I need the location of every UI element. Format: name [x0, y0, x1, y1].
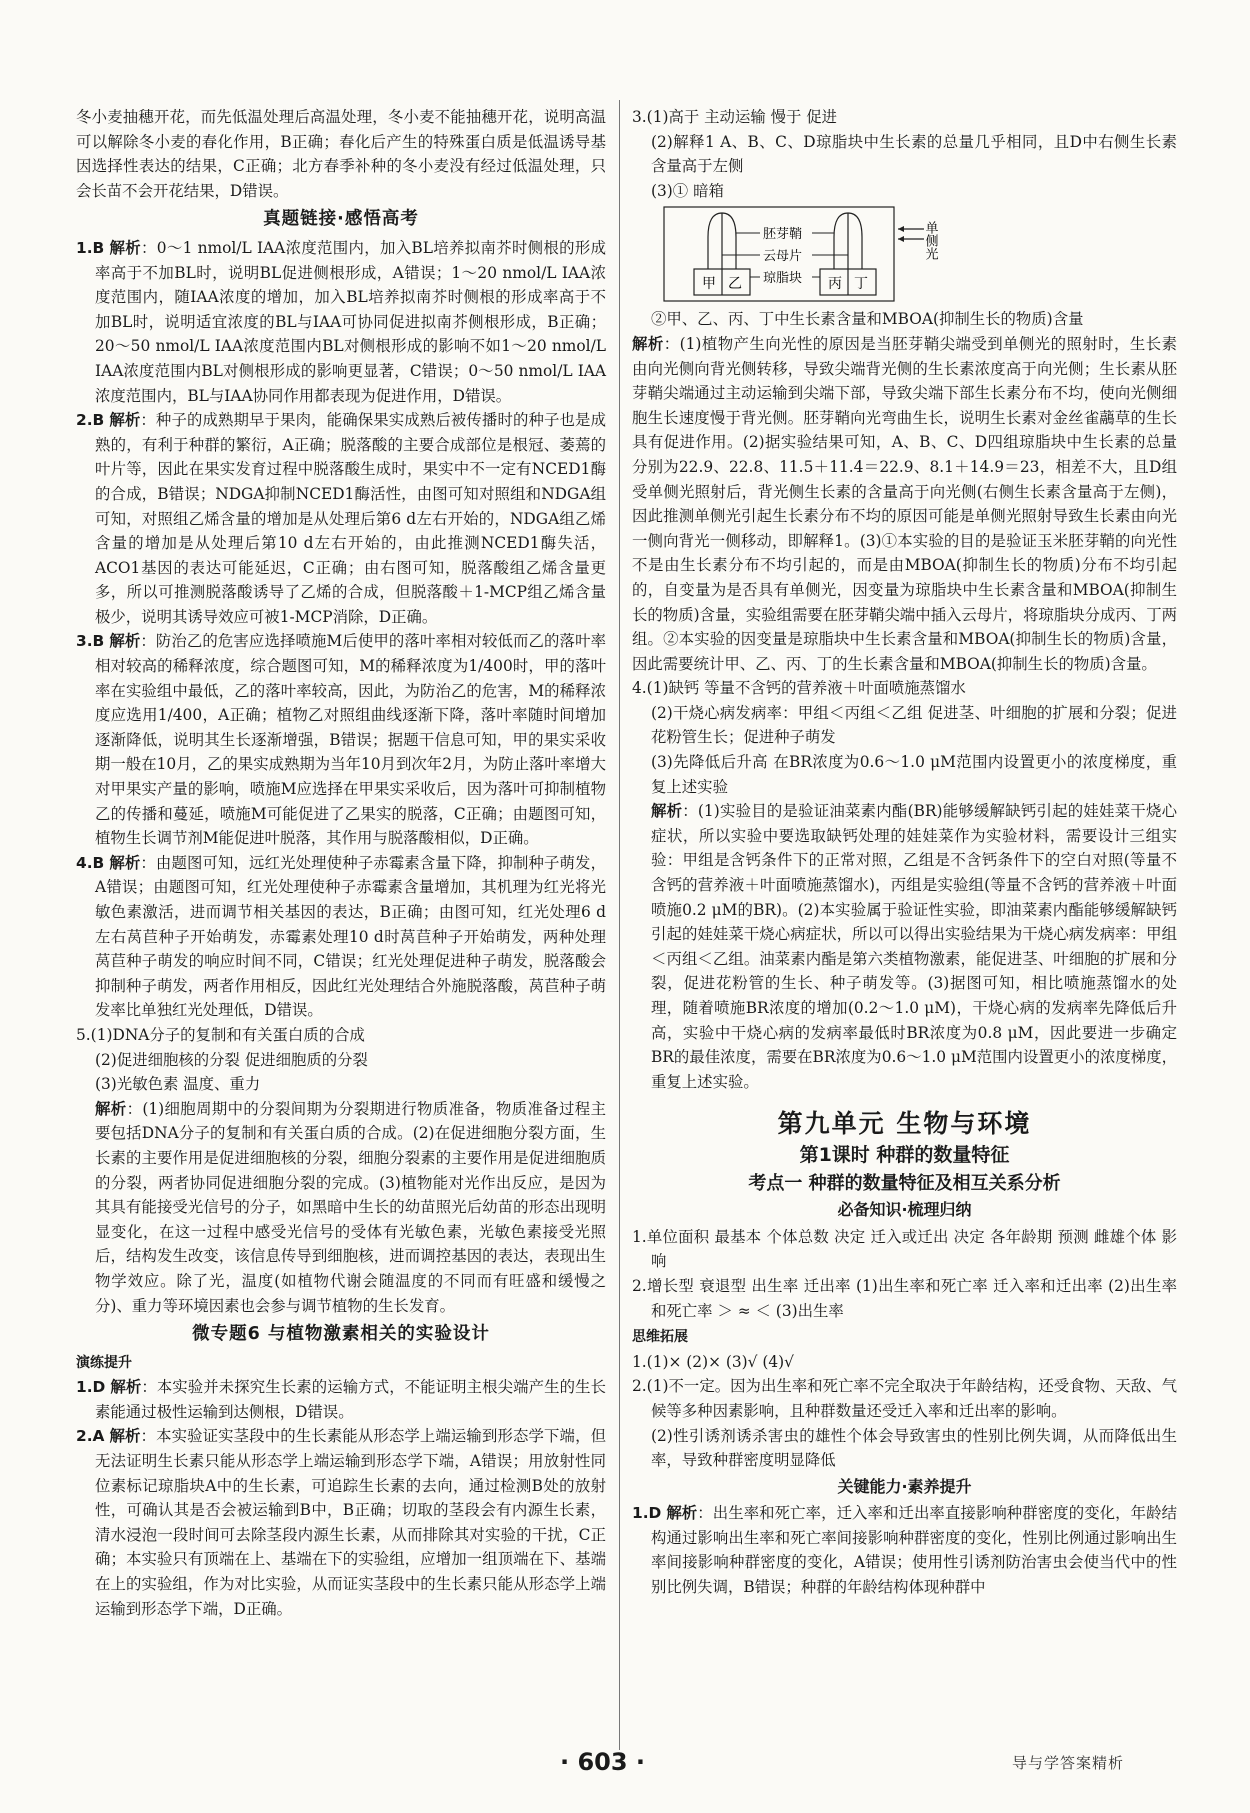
analysis-label: 解析	[109, 632, 141, 651]
analysis-label: 解析	[109, 853, 141, 872]
practice-item-1	[76, 1375, 606, 1424]
answer-number: 1.D	[76, 1378, 106, 1397]
answer-item-5-line3: (3)光敏色素 温度、重力	[95, 1075, 261, 1094]
analysis-label: 解析	[666, 1504, 698, 1523]
page-number: · 603 ·	[560, 1748, 646, 1776]
answer-number: 4.B	[76, 853, 105, 872]
intro-paragraph: 冬小麦抽穗开花，而先低温处理后高温处理，冬小麦不能抽穗开花，说明高温可以解除冬小麦的春化作用，B正确；春化后产生的特殊蛋白质是低温诱导基因选择性表达的结果，C正确；北方春季补种的冬小麦没有经过低温处理，只会长苗不会开花结果，D错误。	[76, 108, 606, 200]
right-column	[632, 105, 1177, 1600]
analysis-label: 解析	[109, 238, 141, 257]
analysis-label: 解析	[651, 802, 683, 821]
answer-item-3	[76, 629, 606, 850]
answer-item-2	[76, 408, 606, 629]
analysis-text: ：防治乙的危害应选择喷施M后使甲的落叶率相对较低而乙的落叶率相对较高的稀释浓度，综合题图可知，M的稀释浓度为1/400时，甲的落叶率在实验组中最低，乙的落叶率较高，因此，为防治乙的危害，M的稀释浓度应选用1/400，A正确；植物乙对照组曲线逐渐下降，落叶率随时间增加逐渐降低，说明其生长逐渐增强，B错误；据题干信息可知，甲的果实采收期一般在10月，乙的果实成熟期为当年10月到次年2月，为防止落叶率增大对甲果实产量的影响，喷施M应选择在甲果实采收后，因为落叶可抑制植物乙的传播和蔓延，喷施M可能促进了乙果实的脱落，C正确；由题图可知，植物生长调节剂M能促进叶脱落，其作用与脱落酸相似，D正确。	[95, 632, 606, 848]
label-mica: 云母片	[763, 249, 803, 265]
label-coleoptile: 胚芽鞘	[763, 227, 803, 243]
block-jia: 甲	[702, 276, 716, 293]
ability-heading: 关键能力·素养提升	[837, 1476, 972, 1496]
arrowhead	[898, 226, 904, 232]
knowledge-answer-2: 2.增长型 衰退型 出生率 迁出率 (1)出生率和死亡率 迁入率和迁出率 (2)出生率和死亡率 ＞ ≈ ＜ (3)出生率	[632, 1276, 1177, 1320]
answer-number: 1.B	[76, 238, 105, 257]
thinking-answer-1: 1.(1)× (2)× (3)√ (4)√	[632, 1352, 794, 1371]
analysis-label: 解析	[109, 411, 141, 430]
ability-answer-1	[632, 1501, 1177, 1599]
knowledge-answer-1: 1.单位面积 最基本 个体总数 决定 迁入或迁出 决定 各年龄期 预测 雌雄个体 影响	[632, 1227, 1177, 1271]
answer-4-line2: (2)干烧心病发病率：甲组＜丙组＜乙组 促进茎、叶细胞的扩展和分裂；促进花粉管生长；促进种子萌发	[651, 703, 1177, 747]
left-column	[76, 105, 606, 1621]
section-heading-exam-links: 真题链接·感悟高考	[263, 209, 419, 230]
answer-item-4	[76, 851, 606, 1023]
kaodian-title: 考点一 种群的数量特征及相互关系分析	[748, 1172, 1061, 1194]
practice-heading: 演练提升	[76, 1354, 132, 1371]
analysis-text: ：本实验证实茎段中的生长素能从形态学上端运输到形态学下端，但无法证明生长素只能从形态学上端运输到形态学下端，A错误；用放射性同位素标记琼脂块A中的生长素，可追踪生长素的去向，通过检测B处的放射性，可确认其是否会被运输到B中，B正确；切取的茎段会有内源生长素，清水浸泡一段时间可去除茎段内源生长素，从而排除其对实验的干扰，C正确；本实验只有顶端在上、基端在下的实验组，应增加一组顶端在下、基端在上的实验组，作为对比实验，从而证实茎段中的生长素只能从形态学上端运输到形态学下端，D正确。	[95, 1427, 606, 1618]
block-ding: 丁	[854, 276, 868, 293]
answer-item-5-line1: 5.(1)DNA分子的复制和有关蛋白质的合成	[76, 1025, 365, 1044]
analysis-text: ：种子的成熟期早于果肉，能确保果实成熟后被传播时的种子也是成熟的，有利于种群的繁衍，A正确；脱落酸的主要合成部位是根冠、萎蔫的叶片等，因此在果实发育过程中脱落酸生成时，果实中不一定有NCED1酶的合成，B错误；NDGA抑制NCED1酶活性，由图可知对照组和NDGA组可知，对照组乙烯含量的增加是从处理后第6 d左右开始的，NDGA组乙烯含量的增加是从处理后第10 d左右开始的，由此推测NCED1酶失活，ACO1基因的表达可能延迟，C正确；由右图可知，脱落酸组乙烯含量更多，所以可推测脱落酸诱导了乙烯的合成，但脱落酸＋1-MCP组乙烯含量极少，说明其诱导效应可被1-MCP消除，D正确。	[95, 411, 606, 626]
thinking-answer-2b: (2)性引诱剂诱杀害虫的雄性个体会导致害虫的性别比例失调，从而降低出生率，导致种群密度明显降低	[651, 1426, 1177, 1470]
block-yi: 乙	[728, 276, 742, 293]
answer-item-5-analysis	[76, 1097, 606, 1318]
answer-number: 2.A	[76, 1427, 105, 1446]
answer-4-analysis	[632, 799, 1177, 1094]
answer-3-line2: (2)解释1 A、B、C、D琼脂块中生长素的总量几乎相同，且D中右侧生长素含量高于左侧	[651, 132, 1177, 176]
analysis-text: ：(1)实验目的是验证油菜素内酯(BR)能够缓解缺钙引起的娃娃菜干烧心症状，所以实验中要选取缺钙处理的娃娃菜作为实验材料，需要设计三组实验：甲组是含钙条件下的正常对照，乙组是不含钙条件下的空白对照(等量不含钙的营养液＋叶面喷施蒸馏水)，丙组是实验组(等量不含钙的营养液＋叶面喷施0.2 μM的BR)。(2)本实验属于验证性实验，即油菜素内酯能够缓解缺钙引起的娃娃菜干烧心病症状，所以可以得出实验结果为干烧心病发病率：甲组＜丙组＜乙组。油菜素内酯是第六类植物激素，能促进茎、叶细胞的扩展和分裂，促进花粉管的生长、种子萌发等。(3)据图可知，相比喷施蒸馏水的处理，随着喷施BR浓度的增加(0.2～1.0 μM)，干烧心病的发病率先降低后升高，实验中干烧心病的发病率最低时BR浓度为0.8 μM，因此要进一步确定BR的最佳浓度，需要在BR浓度为0.6～1.0 μM范围内设置更小的浓度梯度，重复上述实验。	[651, 802, 1177, 1091]
answer-3-line1: 3.(1)高于 主动运输 慢于 促进	[632, 108, 838, 126]
book-title-footer: 导与学答案精析	[1012, 1754, 1125, 1772]
answer-number: 1.D	[632, 1504, 662, 1523]
analysis-text: ：本实验并未探究生长素的运输方式，不能证明主根尖端产生的生长素能通过极性运输到达侧根，D错误。	[95, 1378, 606, 1421]
answer-3-line3: (3)① 暗箱	[651, 181, 724, 200]
lesson-title: 第1课时 种群的数量特征	[799, 1143, 1010, 1166]
analysis-text: ：(1)植物产生向光性的原因是当胚芽鞘尖端受到单侧光的照射时，生长素由向光侧向背光侧转移，导致尖端背光侧的生长素浓度高于向光侧；生长素从胚芽鞘尖端通过主动运输到尖端下部，导致尖端下部生长素分布不均，使向光侧细胞生长速度慢于背光侧。胚芽鞘向光弯曲生长，说明生长素对金丝雀虉草的生长具有促进作用。(2)据实验结果可知，A、B、C、D四组琼脂块中生长素的总量分别为22.9、22.8、11.5＋11.4＝22.9、8.1＋14.9＝23，相差不大，且D组受单侧光照射后，背光侧生长素的含量高于向光侧(右侧生长素含量高于左侧)，因此推测单侧光引起生长素分布不均的原因可能是单侧光照射导致生长素由向光一侧向背光一侧移动，即解释1。(3)①本实验的目的是验证玉米胚芽鞘的向光性不是由生长素分布不均引起的，而是由MBOA(抑制生长的物质)分布不均引起的，自变量为是否具有单侧光，因变量为琼脂块中生长素含量和MBOA(抑制生长的物质)含量，实验组需要在胚芽鞘尖端中插入云母片，将琼脂块分成丙、丁两组。②本实验的因变量是琼脂块中生长素含量和MBOA(抑制生长的物质)含量，因此需要统计甲、乙、丙、丁的生长素含量和MBOA(抑制生长的物质)含量。	[632, 334, 1177, 673]
analysis-label: 解析	[110, 1378, 142, 1397]
answer-item-5-line2: (2)促进细胞核的分裂 促进细胞质的分裂	[95, 1050, 368, 1069]
analysis-label: 解析	[109, 1427, 141, 1446]
thinking-answer-2: 2.(1)不一定。因为出生率和死亡率不完全取决于年龄结构，还受食物、天敌、气候等多种因素影响，且种群数量还受迁入率和迁出率的影响。	[632, 1377, 1177, 1420]
analysis-text: ：(1)细胞周期中的分裂间期为分裂期进行物质准备，物质准备过程主要包括DNA分子的复制和有关蛋白质的合成。(2)在促进细胞分裂方面，生长素的主要作用是促进细胞核的分裂，细胞分裂素的主要作用是促进细胞质的分裂，两者协同促进细胞分裂的完成。(3)植物能对光作出反应，是因为其具有能接受光信号的分子，如黑暗中生长的幼苗照光后幼苗的形态出现明显变化，在这一过程中感受光信号的受体有光敏色素，光敏色素接受光照后，结构发生改变，该信息传导到细胞核，进而调控基因的表达，表现出生物学效应。除了光，温度(如植物代谢会随温度的不同而有旺盛和缓慢之分)、重力等环境因素也会参与调节植物的生长发育。	[95, 1099, 606, 1315]
answer-number: 3.B	[76, 632, 105, 651]
answer-number: 2.B	[76, 411, 105, 430]
analysis-text: ：由题图可知，远红光处理使种子赤霉素含量下降，抑制种子萌发，A错误；由题图可知，红光处理使种子赤霉素含量增加，其机理为红光将光敏色素激活，进而调节相关基因的表达，B正确；由图可知，红光处理6 d左右莴苣种子开始萌发，赤霉素处理10 d时莴苣种子开始萌发，两种处理莴苣种子萌发的响应时间不同，C错误；红光处理促进种子萌发，脱落酸会抑制种子萌发，两者作用相反，因此红光处理结合外施脱落酸，莴苣种子萌发率比单独红光处理低，D错误。	[95, 853, 606, 1020]
answer-3-line4: ②甲、乙、丙、丁中生长素含量和MBOA(抑制生长的物质)含量	[651, 310, 1084, 329]
unit-title: 第九单元 生物与环境	[777, 1109, 1032, 1139]
answer-3-analysis	[632, 332, 1177, 676]
column-divider	[619, 100, 620, 1750]
coleoptile-experiment-diagram	[662, 205, 962, 305]
section-heading-micro-topic: 微专题6 与植物激素相关的实验设计	[192, 1324, 490, 1345]
analysis-text: ：0～1 nmol/L IAA浓度范围内，加入BL培养拟南芥时侧根的形成率高于不加BL时，说明BL促进侧根形成，A错误；1～20 nmol/L IAA浓度范围内，随IAA浓度的增加，加入BL培养拟南芥时侧根的形成率高于不加BL时，说明适宜浓度的BL与IAA可协同促进拟南芥侧根形成，B正确；20～50 nmol/L IAA浓度范围内BL对侧根形成的影响不如1～20 nmol/L IAA浓度范围内BL对侧根形成的影响更显著，C错误；0～50 nmol/L IAA浓度范围内，BL与IAA协同作用都表现为促进作用，D错误。	[95, 238, 606, 405]
block-bing: 丙	[828, 276, 842, 293]
analysis-label: 解析	[632, 334, 664, 353]
answer-4-line3: (3)先降低后升高 在BR浓度为0.6～1.0 μM范围内设置更小的浓度梯度，重复上述实验	[651, 753, 1177, 796]
label-agar: 琼脂块	[763, 271, 803, 287]
label-unilateral-light: 单侧光	[922, 221, 938, 261]
practice-item-2	[76, 1424, 606, 1621]
knowledge-heading: 必备知识·梳理归纳	[837, 1200, 972, 1220]
thinking-heading: 思维拓展	[632, 1329, 688, 1346]
arrowhead	[898, 236, 904, 242]
analysis-text: ：出生率和死亡率，迁入率和迁出率直接影响种群密度的变化，年龄结构通过影响出生率和死亡率间接影响种群密度的变化，性别比例通过影响出生率间接影响种群密度的变化，A错误；使用性引诱剂防治害虫会使当代中的性别比例失调，B错误；种群的年龄结构体现种群中	[651, 1504, 1177, 1597]
analysis-label: 解析	[95, 1099, 127, 1118]
answer-item-1	[76, 236, 606, 408]
answer-4-line1: 4.(1)缺钙 等量不含钙的营养液＋叶面喷施蒸馏水	[632, 679, 966, 698]
